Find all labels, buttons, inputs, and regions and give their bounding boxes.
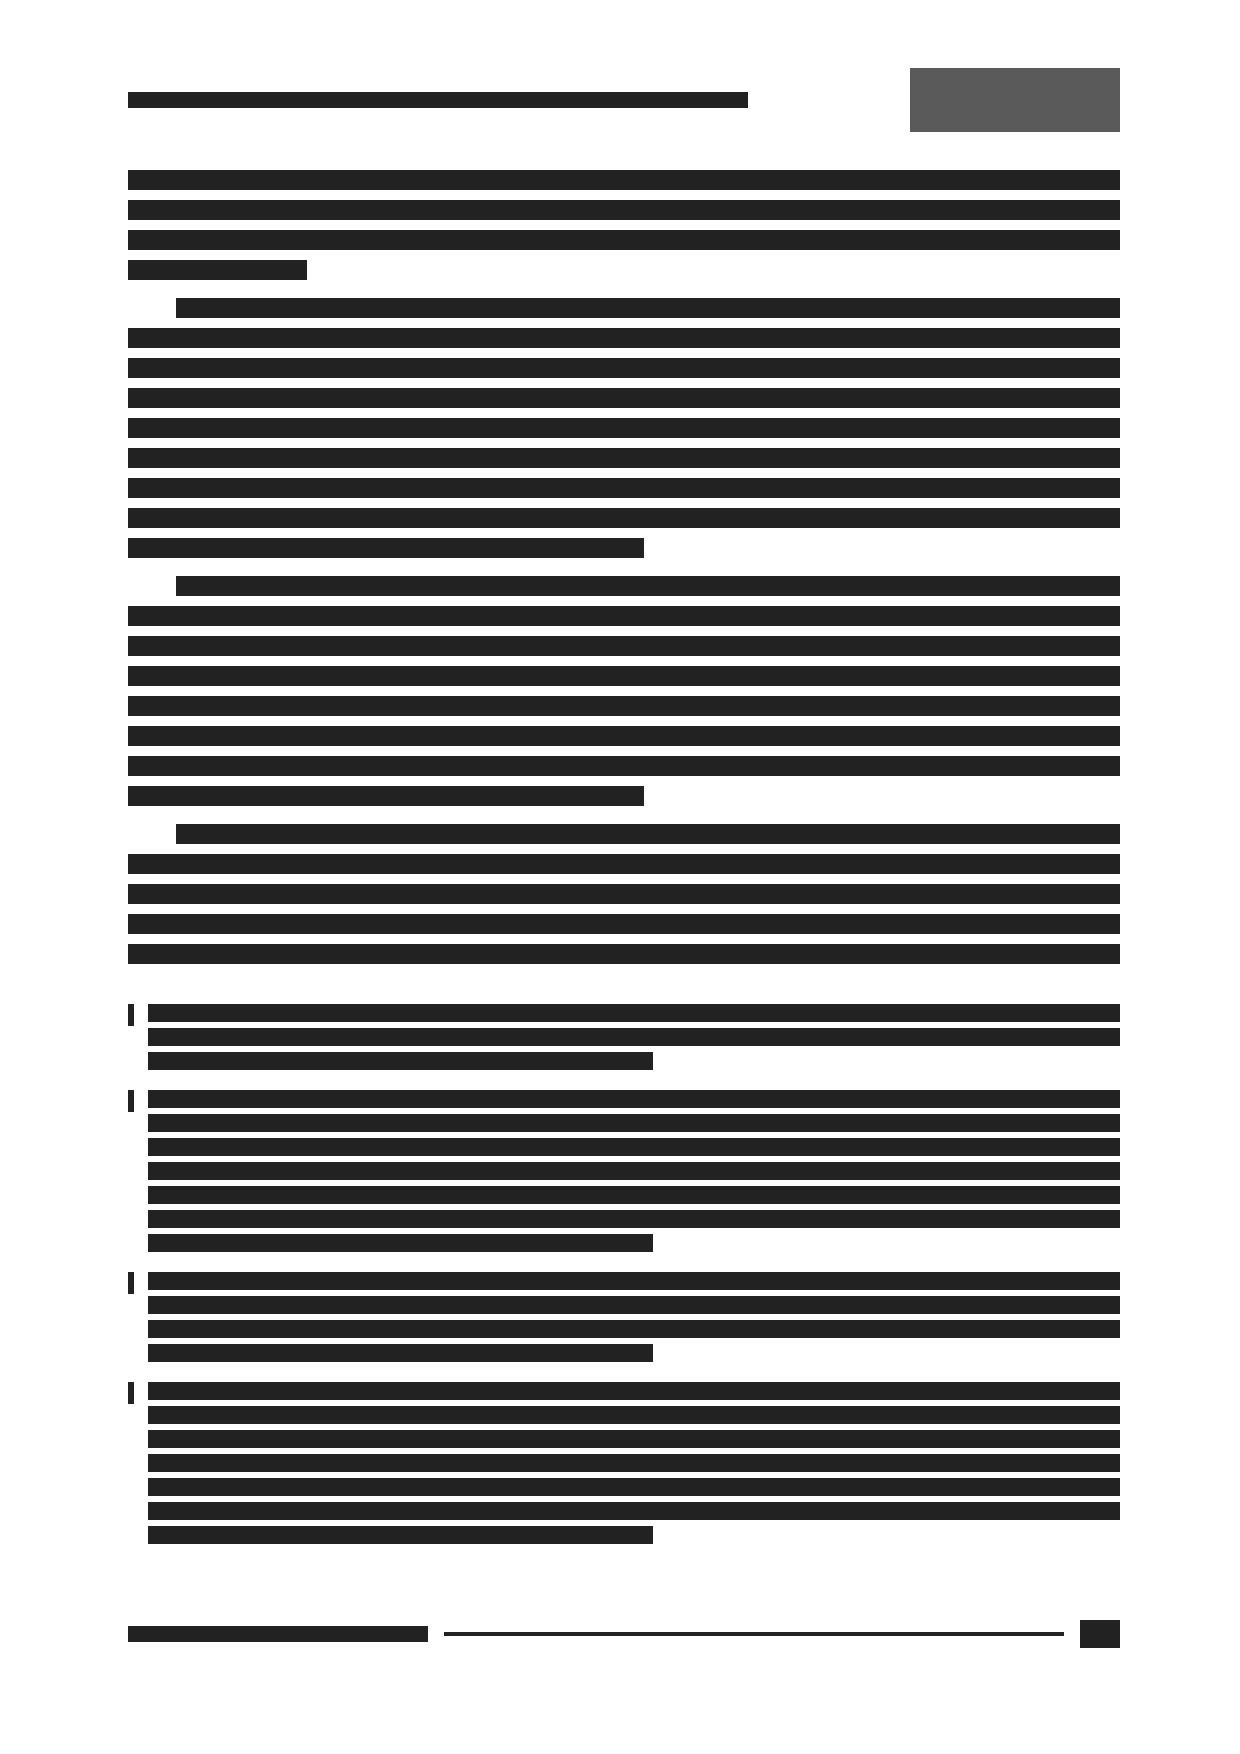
footnote (128, 1382, 1120, 1550)
running-header (128, 60, 1120, 140)
footer (128, 1620, 1120, 1648)
logo (910, 68, 1120, 132)
redacted-footer-text (128, 1626, 428, 1642)
page-number-block (1080, 1620, 1120, 1648)
footnotes (128, 1004, 1120, 1550)
paragraph (128, 170, 1120, 280)
redacted-header-text (128, 92, 748, 108)
paragraph (128, 298, 1120, 558)
footer-rule (444, 1632, 1064, 1636)
page (128, 60, 1120, 1564)
footnote (128, 1272, 1120, 1368)
paragraph (128, 824, 1120, 964)
paragraph (128, 576, 1120, 806)
footnote (128, 1004, 1120, 1076)
footnote (128, 1090, 1120, 1258)
